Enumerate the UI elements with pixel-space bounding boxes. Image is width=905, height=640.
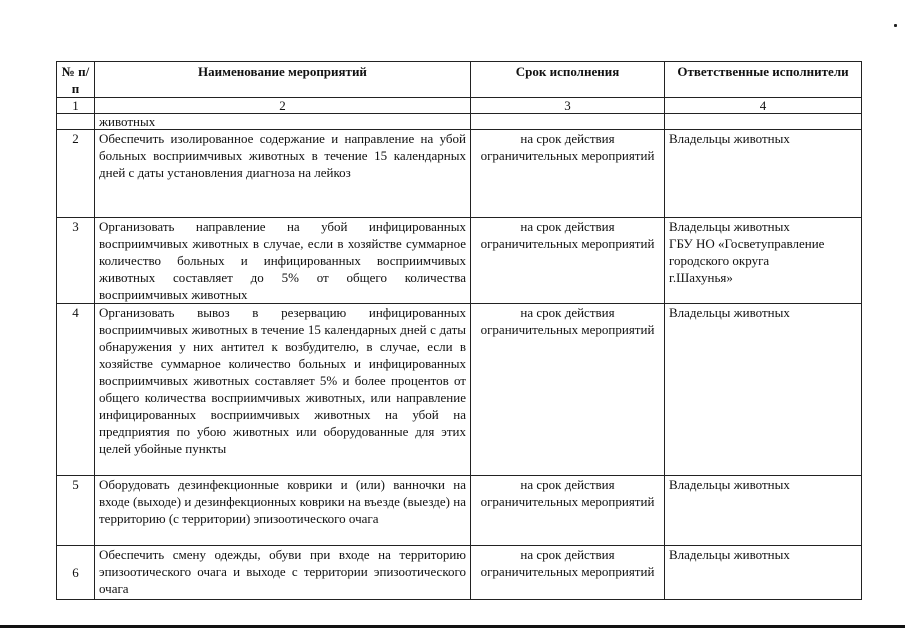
- table-row: [57, 130, 862, 218]
- table-row: [57, 546, 862, 600]
- responsible-cell: [665, 546, 862, 600]
- term-cell: на срок действия ограничительных мероприятий: [471, 218, 665, 304]
- row-number: 2: [57, 130, 95, 218]
- term-cell: на срок действия ограничительных мероприятий: [471, 304, 665, 476]
- measure-name: Обеспечить изолированное содержание и направление на убой больных восприимчивых животных в течение 15 календарных дней с даты установления диагноза на лейкоз: [95, 130, 471, 218]
- measures-table: [56, 61, 862, 600]
- page-edge-rule: [0, 625, 905, 628]
- header-responsible: Ответственные исполнители: [665, 62, 862, 98]
- measure-name: Обеспечить смену одежды, обуви при входе на территорию эпизоотического очага и выходе с территории эпизоотического очага: [95, 546, 471, 600]
- responsible-cell: [665, 304, 862, 476]
- row-number: 6: [57, 546, 95, 600]
- row-number: 5: [57, 476, 95, 546]
- responsible-line: Владельцы животных: [669, 219, 790, 234]
- header-row: [57, 62, 862, 98]
- responsible-line: Владельцы животных: [669, 477, 790, 492]
- term-cell: на срок действия ограничительных мероприятий: [471, 130, 665, 218]
- header-term: Срок исполнения: [471, 62, 665, 98]
- index-cell: 1: [57, 98, 95, 114]
- header-name: Наименование мероприятий: [95, 62, 471, 98]
- responsible-line: г.Шахунья»: [669, 270, 733, 285]
- responsible-cell: [665, 130, 862, 218]
- index-cell: 2: [95, 98, 471, 114]
- measure-name: Оборудовать дезинфекционные коврики и (или) ванночки на входе (выходе) и дезинфекционных коврики на въезде (выезде) на территорию (с территории) эпизоотического очага: [95, 476, 471, 546]
- responsible-line: городского округа: [669, 253, 770, 268]
- table-row: [57, 476, 862, 546]
- measure-name: Организовать вывоз в резервацию инфицированных восприимчивых животных в течение 15 календарных дней с даты обнаружения у них антител к возбудителю, в случае, если в хозяйстве суммарное количество больных и инфицированных восприимчивых животных составляет 5% и более процентов от общего количества восприимчивых животных, или направление инфицированных восприимчивых животных на убой на предприятия по убою животных или оборудованные для этих целей убойные пункты: [95, 304, 471, 476]
- scan-speck: [894, 24, 897, 27]
- row-number: 4: [57, 304, 95, 476]
- term-cell: на срок действия ограничительных мероприятий: [471, 546, 665, 600]
- continuation-text: животных: [95, 114, 471, 130]
- responsible-cell: [665, 218, 862, 304]
- term-cell: на срок действия ограничительных мероприятий: [471, 476, 665, 546]
- table-row: [57, 218, 862, 304]
- responsible-line: ГБУ НО «Госветуправление: [669, 236, 825, 251]
- row-number: 3: [57, 218, 95, 304]
- index-cell: 3: [471, 98, 665, 114]
- continuation-row: [57, 114, 862, 130]
- index-cell: 4: [665, 98, 862, 114]
- responsible-line: Владельцы животных: [669, 131, 790, 146]
- table-row: [57, 304, 862, 476]
- measure-name: Организовать направление на убой инфицированных восприимчивых животных в случае, если в хозяйстве суммарное количество больных и инфицированных восприимчивых животных составляет до 5% от общего количества восприимчивых животных: [95, 218, 471, 304]
- responsible-cell: [665, 476, 862, 546]
- responsible-line: Владельцы животных: [669, 305, 790, 320]
- header-num: № п/п: [57, 62, 95, 98]
- responsible-line: Владельцы животных: [669, 547, 790, 562]
- index-row: [57, 98, 862, 114]
